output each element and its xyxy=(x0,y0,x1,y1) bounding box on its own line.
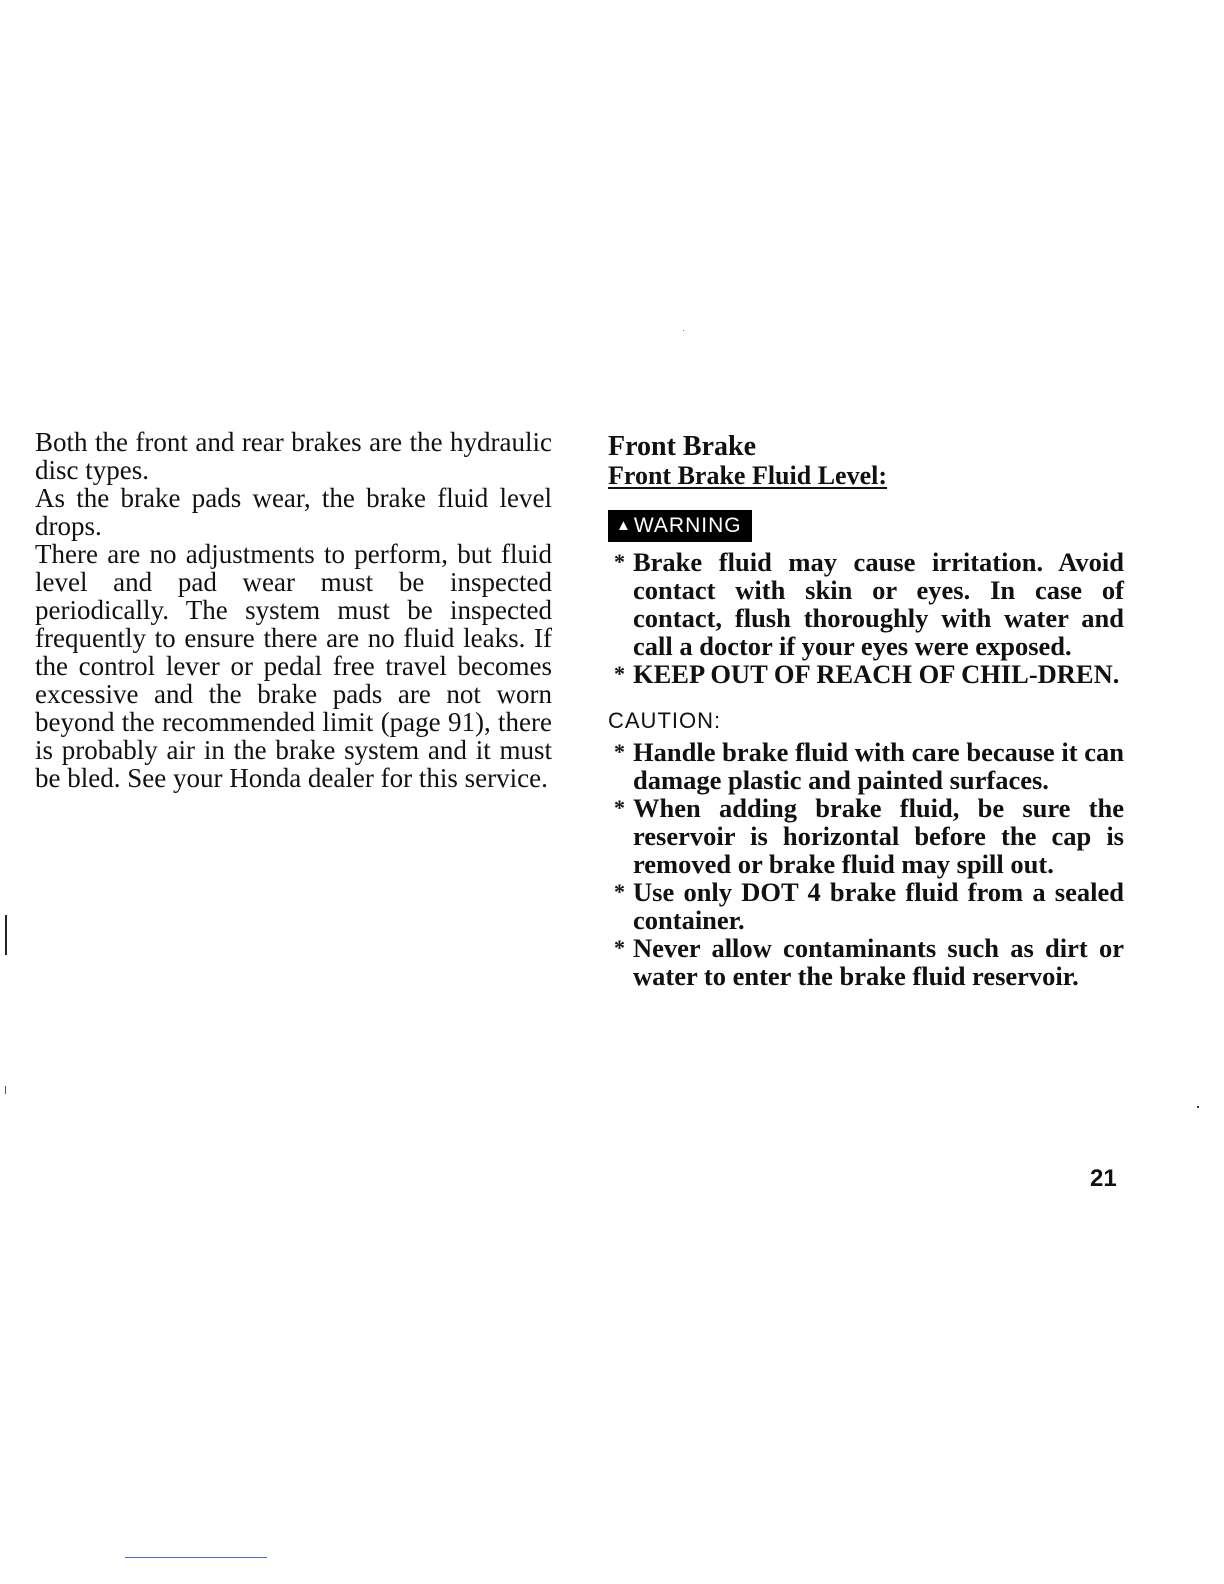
warning-item-text: KEEP OUT OF REACH OF CHIL-DREN. xyxy=(633,659,1120,689)
asterisk-bullet-icon: * xyxy=(614,935,625,960)
left-column xyxy=(35,428,552,792)
asterisk-bullet-icon: * xyxy=(614,549,625,574)
caution-list xyxy=(608,738,1124,990)
warning-label: WARNING xyxy=(633,514,742,537)
right-column xyxy=(608,432,1124,990)
warning-item xyxy=(608,548,1124,660)
caution-item-text: When adding brake fluid, be sure the reservoir is horizontal before the cap is removed or brake fluid may spill out. xyxy=(633,793,1124,879)
scan-edge-mark xyxy=(5,915,7,955)
caution-label: CAUTION: xyxy=(608,708,722,733)
asterisk-bullet-icon: * xyxy=(614,739,625,764)
subsection-title: Front Brake Fluid Level: xyxy=(608,461,888,490)
paragraph-pad-wear: As the brake pads wear, the brake fluid level drops. xyxy=(35,483,552,541)
scan-speck xyxy=(1197,1106,1199,1108)
warning-list xyxy=(608,548,1124,688)
asterisk-bullet-icon: * xyxy=(614,795,625,820)
paragraph-inspection: There are no adjustments to perform, but fluid level and pad wear must be inspected periodically. The system must be inspected frequently to ensure there are no fluid leaks. If the control lever or pedal free travel becomes excessive and the brake pads are not worn beyond the recommended limit (page 91), there is probably air in the brake system and it must be bled. See your Honda dealer for this service. xyxy=(35,539,552,793)
section-title: Front Brake xyxy=(608,431,757,462)
warning-triangle-icon: ▲ xyxy=(616,517,632,534)
scan-speck xyxy=(683,330,684,331)
caution-item xyxy=(608,878,1124,934)
paragraph-brake-types: Both the front and rear brakes are the hydraulic disc types. xyxy=(35,427,552,485)
caution-item xyxy=(608,738,1124,794)
scan-edge-mark xyxy=(5,1086,6,1094)
caution-item-text: Never allow contaminants such as dirt or water to enter the brake fluid reservoir. xyxy=(633,933,1124,991)
page-number: 21 xyxy=(1090,1165,1117,1192)
bottom-rule xyxy=(125,1557,267,1558)
warning-badge xyxy=(608,510,752,542)
warning-item xyxy=(608,660,1124,688)
caution-item-text: Use only DOT 4 brake fluid from a sealed container. xyxy=(633,877,1124,935)
caution-item xyxy=(608,934,1124,990)
asterisk-bullet-icon: * xyxy=(614,879,625,904)
caution-item-text: Handle brake fluid with care because it can damage plastic and painted surfaces. xyxy=(633,737,1124,795)
caution-item xyxy=(608,794,1124,878)
warning-item-text: Brake fluid may cause irritation. Avoid contact with skin or eyes. In case of contact, flush thoroughly with water and call a doctor if your eyes were exposed. xyxy=(633,547,1124,661)
asterisk-bullet-icon: * xyxy=(614,661,625,686)
